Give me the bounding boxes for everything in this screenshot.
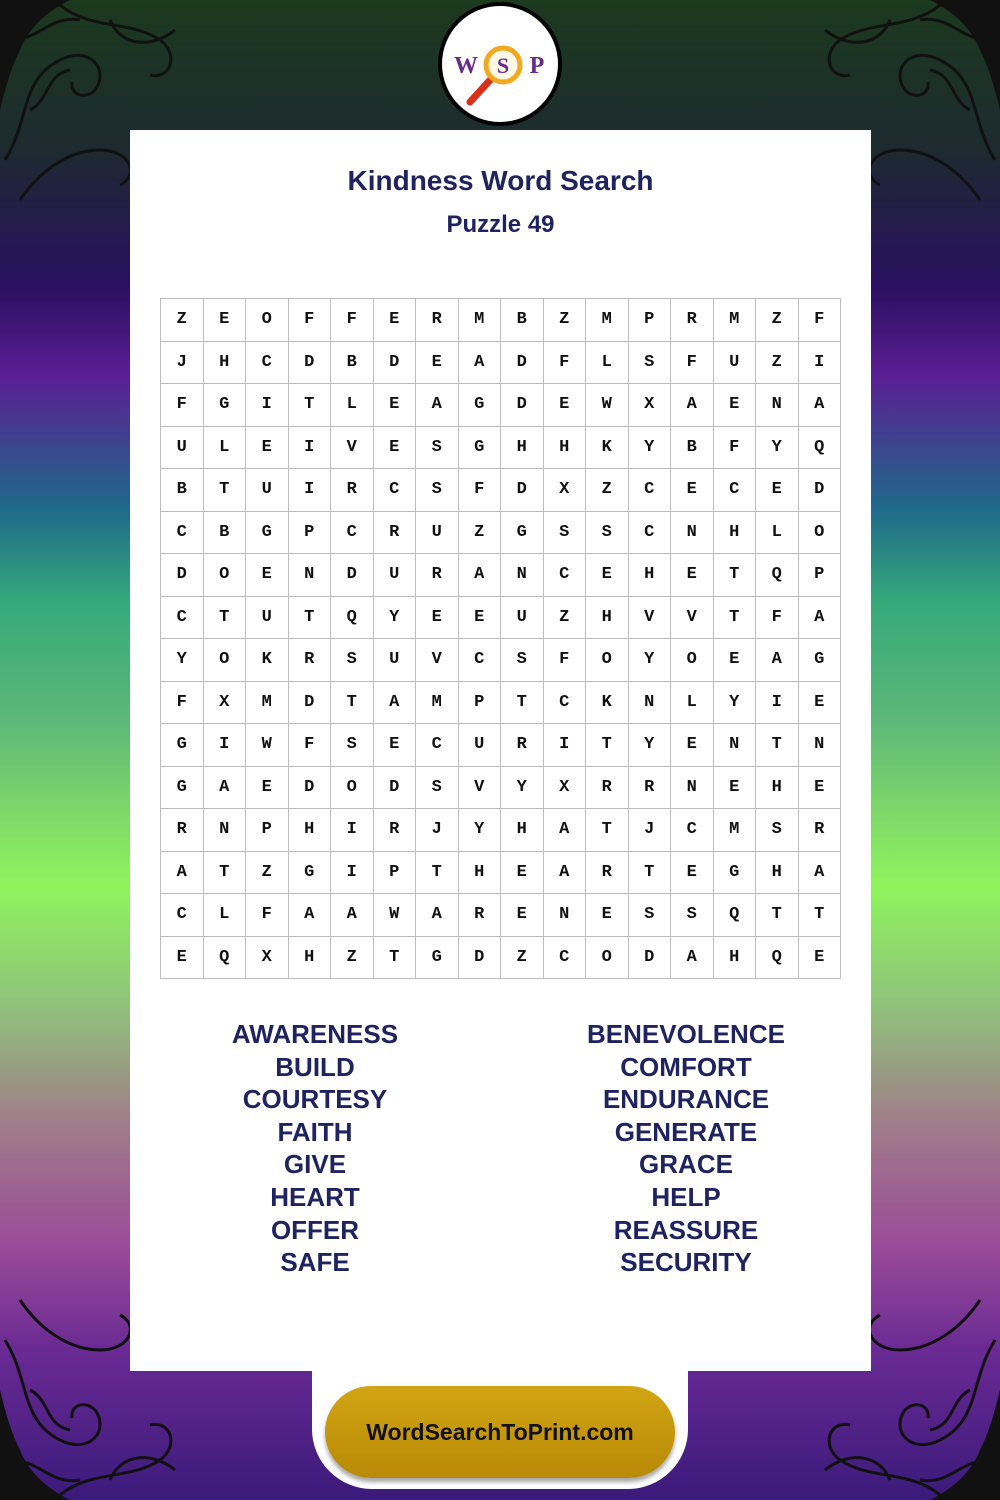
grid-cell[interactable]: G	[459, 427, 502, 470]
grid-cell[interactable]: O	[204, 554, 247, 597]
grid-cell[interactable]: F	[246, 894, 289, 937]
grid-cell[interactable]: D	[501, 469, 544, 512]
grid-cell[interactable]: Q	[799, 427, 842, 470]
grid-cell[interactable]: A	[459, 554, 502, 597]
grid-cell[interactable]: C	[161, 894, 204, 937]
grid-cell[interactable]: T	[756, 724, 799, 767]
grid-cell[interactable]: S	[629, 342, 672, 385]
word-list-item: SECURITY	[620, 1247, 752, 1278]
word-list-item: BENEVOLENCE	[587, 1019, 785, 1049]
grid-cell[interactable]: D	[374, 342, 417, 385]
grid-cell[interactable]: Y	[161, 639, 204, 682]
grid-cell[interactable]: V	[416, 639, 459, 682]
grid-cell[interactable]: F	[671, 342, 714, 385]
grid-cell[interactable]: C	[629, 512, 672, 555]
grid-cell[interactable]: A	[671, 937, 714, 980]
grid-cell[interactable]: F	[756, 597, 799, 640]
grid-cell[interactable]: C	[544, 937, 587, 980]
grid-cell[interactable]: E	[671, 469, 714, 512]
grid-cell[interactable]: M	[714, 299, 757, 342]
grid-cell[interactable]: N	[714, 724, 757, 767]
grid-cell[interactable]: V	[671, 597, 714, 640]
grid-cell[interactable]: A	[799, 852, 842, 895]
word-list-item: ENDURANCE	[602, 1084, 770, 1115]
grid-cell[interactable]: N	[544, 894, 587, 937]
grid-cell[interactable]: D	[331, 554, 374, 597]
puzzle-number: Puzzle 49	[446, 211, 555, 238]
grid-cell[interactable]: H	[501, 427, 544, 470]
grid-cell[interactable]: U	[714, 342, 757, 385]
grid-cell[interactable]: G	[289, 852, 332, 895]
grid-cell[interactable]: Z	[756, 342, 799, 385]
puzzle-card	[130, 130, 871, 1371]
grid-cell[interactable]: L	[586, 342, 629, 385]
grid-cell[interactable]: P	[374, 852, 417, 895]
grid-cell[interactable]: A	[544, 852, 587, 895]
grid-cell[interactable]: R	[331, 469, 374, 512]
grid-cell[interactable]: D	[289, 682, 332, 725]
grid-cell[interactable]: F	[714, 427, 757, 470]
grid-cell[interactable]: D	[501, 342, 544, 385]
grid-cell[interactable]: W	[374, 894, 417, 937]
grid-cell[interactable]: C	[161, 597, 204, 640]
grid-cell[interactable]: X	[544, 469, 587, 512]
grid-cell[interactable]: E	[374, 384, 417, 427]
grid-cell[interactable]: L	[756, 512, 799, 555]
grid-cell[interactable]: X	[544, 767, 587, 810]
grid-cell[interactable]: U	[246, 597, 289, 640]
grid-cell[interactable]: R	[501, 724, 544, 767]
word-list-item: GENERATE	[614, 1116, 758, 1147]
grid-cell[interactable]: D	[459, 937, 502, 980]
grid-cell[interactable]: A	[161, 852, 204, 895]
word-list-item: COURTESY	[242, 1084, 388, 1115]
grid-cell[interactable]: S	[756, 809, 799, 852]
grid-cell[interactable]: T	[289, 384, 332, 427]
grid-cell[interactable]: E	[501, 894, 544, 937]
grid-cell[interactable]: U	[246, 469, 289, 512]
grid-cell[interactable]: C	[331, 512, 374, 555]
grid-cell[interactable]: D	[161, 554, 204, 597]
grid-cell[interactable]: N	[799, 724, 842, 767]
grid-cell[interactable]: C	[544, 682, 587, 725]
grid-cell[interactable]: F	[799, 299, 842, 342]
grid-cell[interactable]: M	[416, 682, 459, 725]
grid-cell[interactable]: A	[799, 597, 842, 640]
grid-cell[interactable]: Z	[756, 299, 799, 342]
grid-cell[interactable]: O	[671, 639, 714, 682]
grid-cell[interactable]: C	[416, 724, 459, 767]
logo-letter-s: S	[496, 53, 510, 78]
grid-cell[interactable]: P	[246, 809, 289, 852]
grid-cell[interactable]: D	[629, 937, 672, 980]
grid-cell[interactable]: C	[246, 342, 289, 385]
grid-cell[interactable]: D	[289, 342, 332, 385]
grid-cell[interactable]: R	[459, 894, 502, 937]
grid-cell[interactable]: A	[289, 894, 332, 937]
grid-cell[interactable]: T	[629, 852, 672, 895]
grid-cell[interactable]: Q	[756, 937, 799, 980]
grid-cell[interactable]: O	[799, 512, 842, 555]
grid-cell[interactable]: H	[289, 809, 332, 852]
grid-cell[interactable]: O	[586, 937, 629, 980]
word-list-item: BUILD	[275, 1051, 355, 1082]
grid-cell[interactable]: B	[204, 512, 247, 555]
grid-cell[interactable]: G	[204, 384, 247, 427]
grid-cell[interactable]: N	[204, 809, 247, 852]
grid-cell[interactable]: C	[629, 469, 672, 512]
grid-cell[interactable]: M	[459, 299, 502, 342]
grid-cell[interactable]: A	[416, 384, 459, 427]
grid-cell[interactable]: E	[374, 724, 417, 767]
grid-cell[interactable]: V	[459, 767, 502, 810]
grid-cell[interactable]: F	[161, 682, 204, 725]
grid-cell[interactable]: W	[586, 384, 629, 427]
grid-cell[interactable]: T	[799, 894, 842, 937]
grid-cell[interactable]: X	[629, 384, 672, 427]
grid-cell[interactable]: J	[161, 342, 204, 385]
grid-cell[interactable]: D	[374, 767, 417, 810]
grid-cell[interactable]: A	[374, 682, 417, 725]
grid-cell[interactable]: I	[204, 724, 247, 767]
grid-cell[interactable]: Z	[246, 852, 289, 895]
word-list-item: REASSURE	[613, 1214, 759, 1245]
grid-cell[interactable]: Y	[459, 809, 502, 852]
grid-cell[interactable]: R	[671, 299, 714, 342]
grid-cell[interactable]: E	[586, 554, 629, 597]
grid-cell[interactable]: U	[416, 512, 459, 555]
grid-cell[interactable]: Y	[629, 427, 672, 470]
grid-cell[interactable]: T	[374, 937, 417, 980]
footer-banner[interactable]: WordSearchToPrint.com	[325, 1386, 675, 1478]
grid-cell[interactable]: C	[714, 469, 757, 512]
word-list-item: COMFORT	[620, 1051, 752, 1082]
grid-cell[interactable]: J	[416, 809, 459, 852]
grid-cell[interactable]: Y	[374, 597, 417, 640]
grid-cell[interactable]: Y	[629, 724, 672, 767]
grid-cell[interactable]: I	[331, 809, 374, 852]
grid-cell[interactable]: O	[586, 639, 629, 682]
grid-cell[interactable]: R	[289, 639, 332, 682]
grid-cell[interactable]: O	[331, 767, 374, 810]
grid-cell[interactable]: I	[246, 384, 289, 427]
grid-cell[interactable]: E	[714, 384, 757, 427]
grid-cell[interactable]: L	[204, 894, 247, 937]
grid-cell[interactable]: C	[374, 469, 417, 512]
word-list-left	[130, 1018, 500, 1279]
grid-cell[interactable]: R	[586, 767, 629, 810]
logo-letter-p: P	[529, 53, 545, 79]
grid-cell[interactable]: H	[501, 809, 544, 852]
grid-cell[interactable]: E	[586, 894, 629, 937]
grid-cell[interactable]: L	[204, 427, 247, 470]
word-list-item: HELP	[651, 1181, 721, 1212]
grid-cell[interactable]: S	[501, 639, 544, 682]
word-list-item: GIVE	[283, 1149, 347, 1180]
grid-cell[interactable]: O	[204, 639, 247, 682]
grid-cell[interactable]: A	[544, 809, 587, 852]
grid-cell[interactable]: E	[161, 937, 204, 980]
grid-cell[interactable]: F	[331, 299, 374, 342]
grid-cell[interactable]: Y	[629, 639, 672, 682]
grid-cell[interactable]: S	[629, 894, 672, 937]
grid-cell[interactable]: M	[246, 682, 289, 725]
word-list-item: OFFER	[270, 1214, 360, 1245]
grid-cell[interactable]: T	[756, 894, 799, 937]
grid-cell[interactable]: F	[289, 299, 332, 342]
grid-cell[interactable]: S	[586, 512, 629, 555]
grid-cell[interactable]: K	[246, 639, 289, 682]
grid-cell[interactable]: Q	[756, 554, 799, 597]
grid-cell[interactable]: B	[501, 299, 544, 342]
grid-cell[interactable]: Q	[714, 894, 757, 937]
grid-cell[interactable]: E	[671, 554, 714, 597]
grid-cell[interactable]: P	[289, 512, 332, 555]
word-list-item: HEART	[270, 1181, 360, 1212]
grid-cell[interactable]: T	[204, 469, 247, 512]
grid-cell[interactable]: E	[799, 767, 842, 810]
logo	[438, 2, 562, 126]
grid-cell[interactable]: E	[204, 299, 247, 342]
grid-cell[interactable]: Y	[714, 682, 757, 725]
grid-cell[interactable]: U	[459, 724, 502, 767]
grid-cell[interactable]: T	[586, 724, 629, 767]
grid-cell[interactable]: F	[544, 342, 587, 385]
grid-cell[interactable]: E	[799, 937, 842, 980]
grid-cell[interactable]: Z	[544, 299, 587, 342]
grid-cell[interactable]: U	[501, 597, 544, 640]
grid-cell[interactable]: P	[799, 554, 842, 597]
grid-cell[interactable]: N	[501, 554, 544, 597]
letter-grid	[160, 298, 841, 979]
grid-cell[interactable]: I	[544, 724, 587, 767]
grid-cell[interactable]: R	[374, 809, 417, 852]
grid-cell[interactable]: X	[204, 682, 247, 725]
grid-cell[interactable]: O	[246, 299, 289, 342]
grid-cell[interactable]: B	[331, 342, 374, 385]
grid-cell[interactable]: T	[289, 597, 332, 640]
grid-cell[interactable]: Z	[161, 299, 204, 342]
grid-cell[interactable]: N	[671, 512, 714, 555]
grid-cell[interactable]: N	[671, 767, 714, 810]
grid-cell[interactable]: V	[331, 427, 374, 470]
grid-cell[interactable]: H	[586, 597, 629, 640]
grid-cell[interactable]: U	[161, 427, 204, 470]
grid-cell[interactable]: H	[459, 852, 502, 895]
grid-cell[interactable]: N	[289, 554, 332, 597]
grid-cell[interactable]: M	[586, 299, 629, 342]
grid-cell[interactable]: Z	[544, 597, 587, 640]
grid-cell[interactable]: D	[289, 767, 332, 810]
grid-cell[interactable]: T	[586, 809, 629, 852]
grid-cell[interactable]: X	[246, 937, 289, 980]
grid-cell[interactable]: Z	[586, 469, 629, 512]
page-title: Kindness Word Search	[347, 165, 654, 196]
grid-cell[interactable]: G	[416, 937, 459, 980]
grid-cell[interactable]: C	[459, 639, 502, 682]
grid-cell[interactable]: S	[416, 469, 459, 512]
grid-cell[interactable]: Q	[204, 937, 247, 980]
grid-cell[interactable]: E	[246, 427, 289, 470]
grid-cell[interactable]: K	[586, 427, 629, 470]
grid-cell[interactable]: P	[459, 682, 502, 725]
grid-cell[interactable]: B	[671, 427, 714, 470]
grid-cell[interactable]: S	[416, 427, 459, 470]
grid-cell[interactable]: R	[416, 299, 459, 342]
grid-cell[interactable]: S	[331, 724, 374, 767]
grid-cell[interactable]: S	[544, 512, 587, 555]
grid-cell[interactable]: G	[714, 852, 757, 895]
word-list-item: AWARENESS	[231, 1019, 399, 1049]
grid-cell[interactable]: R	[629, 767, 672, 810]
grid-cell[interactable]: N	[629, 682, 672, 725]
grid-cell[interactable]: H	[714, 937, 757, 980]
grid-cell[interactable]: K	[586, 682, 629, 725]
grid-cell[interactable]: G	[246, 512, 289, 555]
grid-cell[interactable]: Y	[756, 427, 799, 470]
grid-cell[interactable]: T	[204, 597, 247, 640]
logo-inner	[442, 6, 558, 122]
grid-cell[interactable]: R	[416, 554, 459, 597]
word-list-right	[501, 1018, 871, 1279]
grid-cell[interactable]: T	[331, 682, 374, 725]
grid-cell[interactable]: E	[544, 384, 587, 427]
grid-cell[interactable]: Z	[501, 937, 544, 980]
grid-cell[interactable]: G	[501, 512, 544, 555]
grid-cell[interactable]: I	[331, 852, 374, 895]
grid-cell[interactable]: U	[374, 639, 417, 682]
grid-cell[interactable]: S	[416, 767, 459, 810]
grid-cell[interactable]: Z	[331, 937, 374, 980]
logo-letter-w: W	[454, 53, 478, 79]
grid-cell[interactable]: G	[799, 639, 842, 682]
word-list-item: SAFE	[280, 1247, 350, 1278]
grid-cell[interactable]: E	[374, 299, 417, 342]
grid-cell[interactable]: E	[246, 767, 289, 810]
grid-cell[interactable]: M	[714, 809, 757, 852]
grid-cell[interactable]: D	[501, 384, 544, 427]
grid-cell[interactable]: T	[714, 554, 757, 597]
grid-cell[interactable]: I	[289, 427, 332, 470]
grid-cell[interactable]: V	[629, 597, 672, 640]
grid-cell[interactable]: E	[671, 724, 714, 767]
grid-cell[interactable]: E	[671, 852, 714, 895]
grid-cell[interactable]: Z	[459, 512, 502, 555]
grid-cell[interactable]: A	[799, 384, 842, 427]
grid-cell[interactable]: E	[246, 554, 289, 597]
grid-cell[interactable]: B	[161, 469, 204, 512]
magnifier-icon	[442, 6, 558, 122]
grid-cell[interactable]: C	[544, 554, 587, 597]
grid-cell[interactable]: Y	[501, 767, 544, 810]
grid-cell[interactable]: S	[671, 894, 714, 937]
grid-cell[interactable]: H	[756, 767, 799, 810]
grid-cell[interactable]: F	[289, 724, 332, 767]
grid-cell[interactable]: U	[374, 554, 417, 597]
grid-cell[interactable]: R	[586, 852, 629, 895]
grid-cell[interactable]: A	[331, 894, 374, 937]
grid-cell[interactable]: R	[161, 809, 204, 852]
grid-cell[interactable]: C	[161, 512, 204, 555]
grid-cell[interactable]: F	[544, 639, 587, 682]
grid-cell[interactable]: A	[204, 767, 247, 810]
grid-cell[interactable]: H	[756, 852, 799, 895]
grid-cell[interactable]: T	[714, 597, 757, 640]
grid-cell[interactable]: D	[799, 469, 842, 512]
grid-cell[interactable]: A	[416, 894, 459, 937]
word-list-item: GRACE	[639, 1149, 733, 1180]
grid-cell[interactable]: E	[756, 469, 799, 512]
grid-cell[interactable]: E	[459, 597, 502, 640]
grid-cell[interactable]: H	[289, 937, 332, 980]
grid-cell[interactable]: W	[246, 724, 289, 767]
grid-cell[interactable]: T	[204, 852, 247, 895]
grid-cell[interactable]: P	[629, 299, 672, 342]
grid-cell[interactable]: G	[161, 767, 204, 810]
grid-cell[interactable]: C	[671, 809, 714, 852]
grid-cell[interactable]: E	[714, 639, 757, 682]
grid-cell[interactable]: G	[161, 724, 204, 767]
grid-cell[interactable]: T	[501, 682, 544, 725]
grid-cell[interactable]: F	[459, 469, 502, 512]
grid-cell[interactable]: Q	[331, 597, 374, 640]
grid-cell[interactable]: E	[799, 682, 842, 725]
grid-cell[interactable]: H	[204, 342, 247, 385]
grid-cell[interactable]: R	[799, 809, 842, 852]
grid-cell[interactable]: H	[714, 512, 757, 555]
grid-cell[interactable]: I	[289, 469, 332, 512]
grid-cell[interactable]: I	[799, 342, 842, 385]
grid-cell[interactable]: E	[714, 767, 757, 810]
word-list-item: FAITH	[277, 1116, 353, 1147]
grid-cell[interactable]: N	[756, 384, 799, 427]
grid-cell[interactable]: G	[459, 384, 502, 427]
grid-cell[interactable]: F	[161, 384, 204, 427]
grid-cell[interactable]: I	[756, 682, 799, 725]
grid-cell[interactable]: L	[671, 682, 714, 725]
grid-cell[interactable]: R	[374, 512, 417, 555]
grid-cell[interactable]: E	[501, 852, 544, 895]
grid-cell[interactable]: E	[416, 597, 459, 640]
grid-cell[interactable]: S	[331, 639, 374, 682]
grid-cell[interactable]: H	[544, 427, 587, 470]
grid-cell[interactable]: E	[374, 427, 417, 470]
grid-cell[interactable]: H	[629, 554, 672, 597]
grid-cell[interactable]: E	[416, 342, 459, 385]
grid-cell[interactable]: A	[671, 384, 714, 427]
grid-cell[interactable]: J	[629, 809, 672, 852]
grid-cell[interactable]: L	[331, 384, 374, 427]
grid-cell[interactable]: A	[756, 639, 799, 682]
grid-cell[interactable]: A	[459, 342, 502, 385]
grid-cell[interactable]: T	[416, 852, 459, 895]
